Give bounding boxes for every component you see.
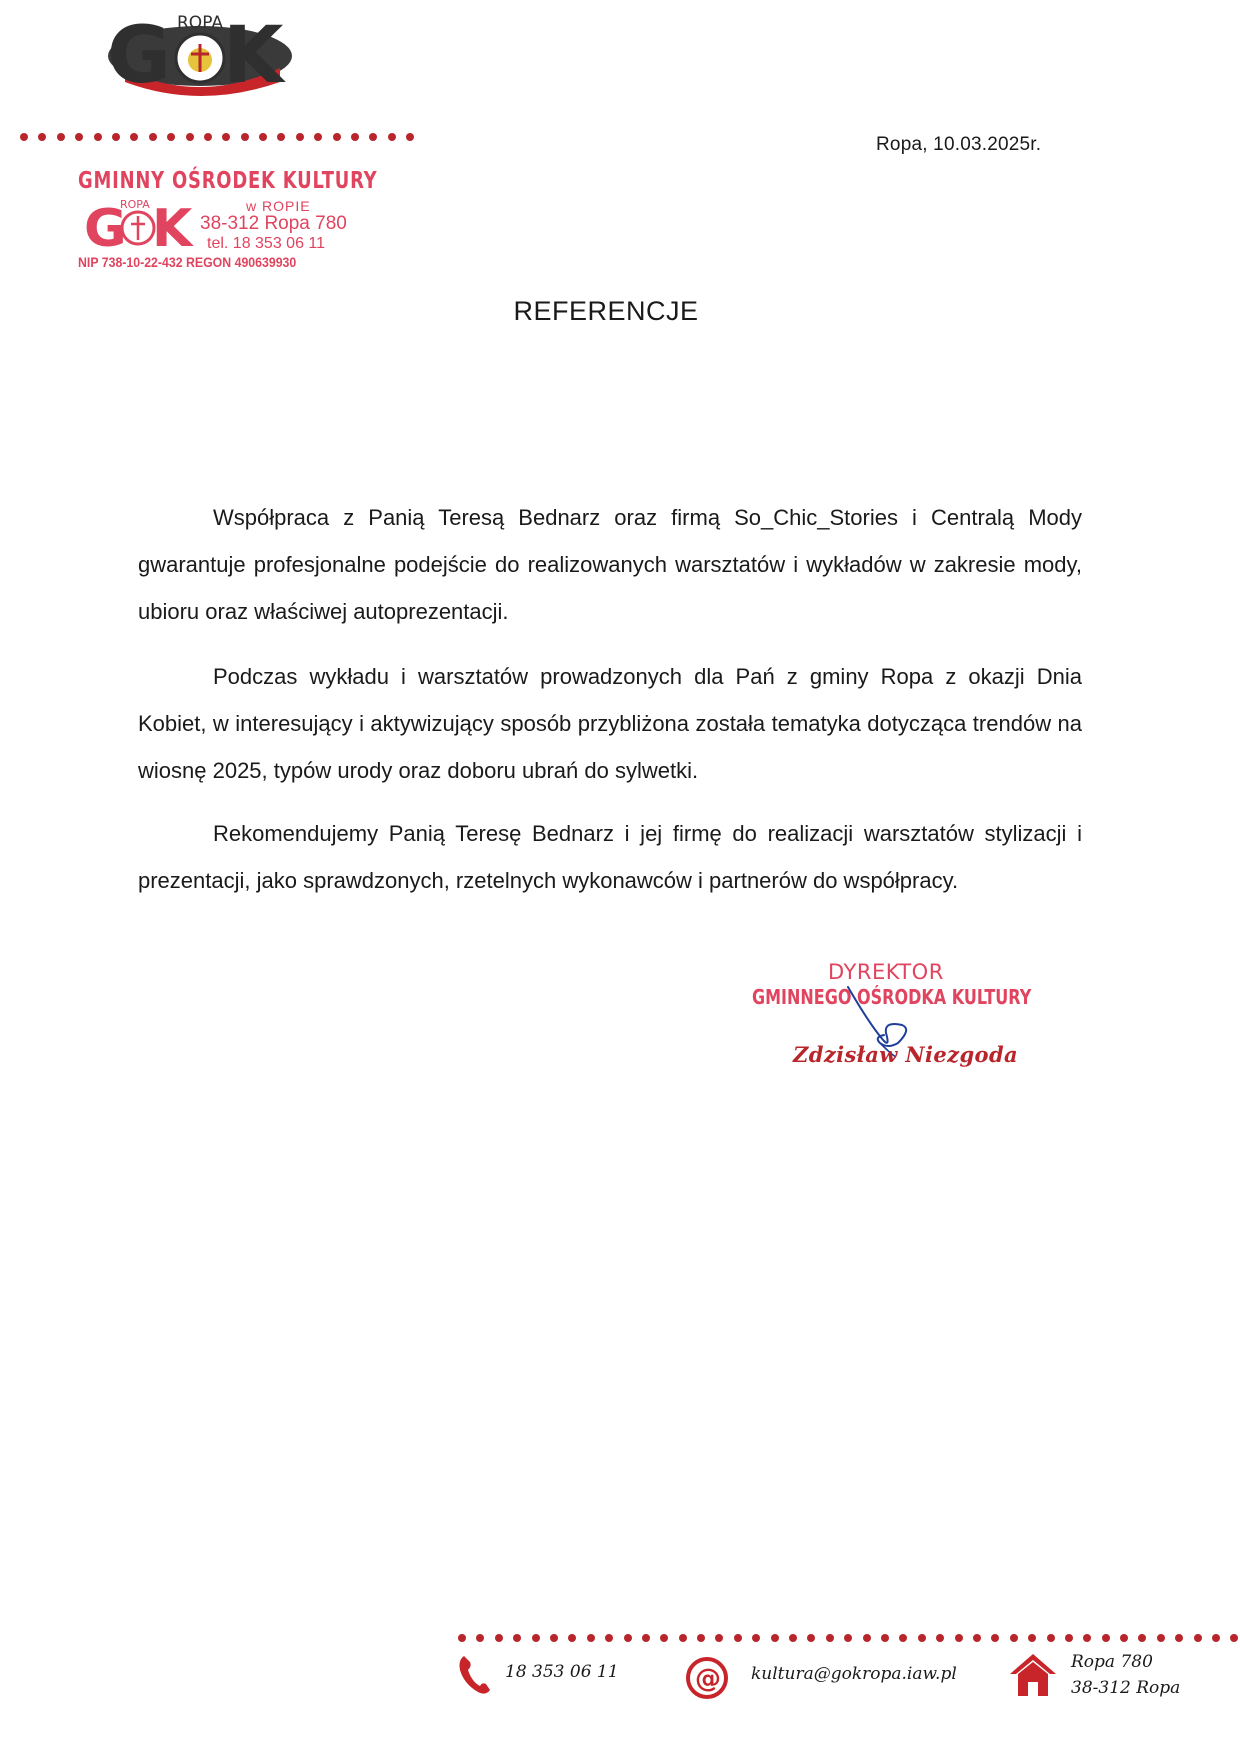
letter-date: Ropa, 10.03.2025r. bbox=[876, 134, 1042, 155]
home-icon bbox=[1008, 1650, 1058, 1698]
at-icon bbox=[684, 1655, 730, 1701]
document-title: REFERENCJE bbox=[513, 296, 699, 326]
organization-stamp bbox=[78, 168, 378, 280]
director-title: DYREKTOR bbox=[828, 960, 944, 984]
stamp-address: 38-312 Ropa 780 bbox=[200, 213, 347, 234]
director-name: Zdzisław Niezgoda bbox=[793, 1042, 1019, 1067]
footer-dotted-rule bbox=[458, 1634, 1240, 1642]
stamp-location: w ROPIE bbox=[246, 198, 311, 214]
svg-text:K: K bbox=[223, 11, 284, 96]
svg-text:G: G bbox=[84, 199, 127, 254]
director-org: GMINNEGO OŚRODKA KULTURY bbox=[752, 985, 1032, 1009]
svg-text:ROPA: ROPA bbox=[120, 198, 150, 211]
body-paragraph-1: Współpraca z Panią Teresą Bednarz oraz firmą So_Chic_Stories i Centralą Mody gwarantuje profesjonalne podejście do realizowanych warsztatów i wykładów w zakresie mody, ubioru oraz właściwej autoprezentacji. bbox=[138, 505, 1082, 624]
body-paragraph-3: Rekomendujemy Panią Teresę Bednarz i jej firmę do realizacji warsztatów stylizacji i prezentacji, jako sprawdzonych, rzetelnych wykonawców i partnerów do współpracy. bbox=[138, 821, 1082, 893]
stamp-ids: NIP 738-10-22-432 REGON 490639930 bbox=[78, 254, 297, 270]
stamp-phone: tel. 18 353 06 11 bbox=[207, 235, 326, 252]
stamp-org-name: GMINNY OŚRODEK KULTURY bbox=[78, 168, 378, 194]
phone-icon bbox=[456, 1652, 496, 1698]
svg-text:K: K bbox=[152, 199, 193, 254]
body-paragraph-2: Podczas wykładu i warsztatów prowadzonych dla Pań z gminy Ropa z okazji Dnia Kobiet, w interesujący i aktywizujący sposób przybliżona została tematyka dotycząca trendów na wiosnę 2025, typów urody oraz doboru ubrań do sylwetki. bbox=[138, 664, 1082, 783]
footer-address-line1: Ropa 780 bbox=[1071, 1652, 1153, 1672]
stamp-logo bbox=[84, 198, 196, 254]
svg-text:G: G bbox=[107, 11, 168, 96]
top-dotted-rule bbox=[20, 133, 425, 141]
footer-address-line2: 38-312 Ropa bbox=[1071, 1678, 1181, 1698]
svg-text:ROPA: ROPA bbox=[177, 13, 223, 33]
footer-email[interactable]: kultura@gokropa.iaw.pl bbox=[751, 1664, 957, 1684]
gok-logo bbox=[105, 10, 295, 96]
svg-text:@: @ bbox=[695, 1664, 721, 1694]
footer-phone: 18 353 06 11 bbox=[505, 1662, 619, 1682]
